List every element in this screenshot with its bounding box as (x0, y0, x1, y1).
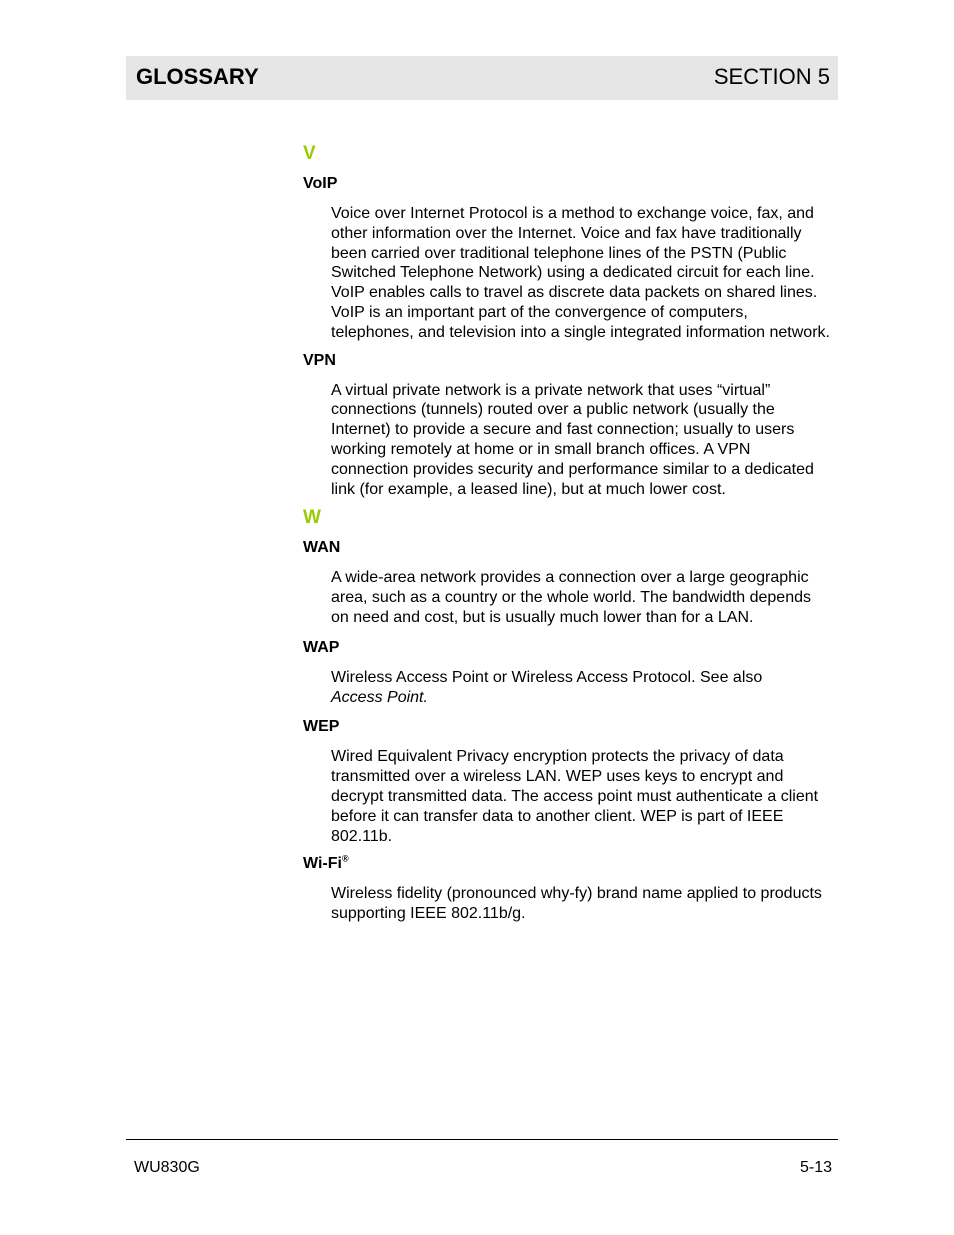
term-wap: WAP (303, 638, 340, 656)
term-wep (303, 717, 843, 737)
footer-divider (126, 1139, 838, 1140)
definition-wifi: Wireless fidelity (pronounced why-fy) brand name applied to products supporting IEEE 802.11b/g. (331, 885, 822, 923)
header-section: SECTION 5 (713, 64, 830, 89)
definition-wep: Wired Equivalent Privacy encryption protects the privacy of data transmitted over a wireless LAN. WEP uses keys to encrypt and decrypt transmitted data. The access point must authenticate a client before it can transfer data to another client. WEP is part of IEEE 802.11b. (331, 748, 819, 845)
letter-heading-v: V (303, 143, 316, 164)
header-title: GLOSSARY (136, 64, 259, 89)
registered-mark: ® (341, 854, 349, 864)
definition-vpn: A virtual private network is a private network that uses “virtual” connections (tunnels) routed over a public network (usually the Internet) to provide a secure and fast connection; usually to users working remotely at home or in small branch offices. A VPN connection provides security and performance similar to a dedicated link (for example, a leased line), but at much lower cost. (331, 381, 814, 498)
footer-model: WU830G (134, 1159, 200, 1176)
definition-wap (331, 668, 831, 708)
page-header (126, 56, 838, 100)
letter-heading-w: W (303, 507, 321, 529)
term-wifi-label: Wi-Fi (303, 855, 342, 873)
term-wan: WAN (303, 539, 341, 557)
term-voip: VoIP (303, 175, 338, 192)
term-vpn: VPN (303, 351, 336, 369)
definition-wap-text: Wireless Access Point or Wireless Access Protocol. See also (331, 668, 763, 686)
definition-wan: A wide-area network provides a connection over a large geographic area, such as a country or the whole world. The bandwidth depends on need and cost, but is usually much lower than for a LAN. (331, 569, 811, 626)
glossary-content (303, 143, 843, 932)
term-wifi (303, 854, 843, 874)
footer-page-number: 5-13 (799, 1159, 832, 1176)
definition-wap-reference: Access Point. (331, 688, 428, 706)
definition-voip: Voice over Internet Protocol is a method to exchange voice, fax, and other information over the Internet. Voice and fax have traditionally been carried over traditional telephone lines of the PSTN (Public Switched Telephone Network) using a dedicated circuit for each line. VoIP enables calls to travel as discrete data packets on shared lines. VoIP is an important part of the convergence of computers, telephones, and television into a single integrated information network. (331, 205, 830, 341)
term-wep-label: WEP (303, 718, 340, 736)
